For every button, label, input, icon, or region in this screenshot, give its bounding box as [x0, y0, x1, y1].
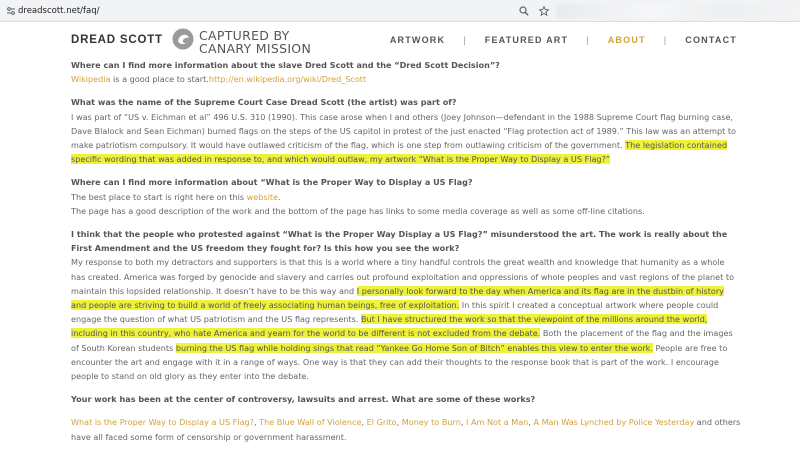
- site-header: [0, 22, 800, 60]
- answer-text: My response to both my detractors and supporters is that this is a world where a tiny handful controls the great wealth and knowledge that humanity as a whole has created. America was forged by genocide and slavery and carries out profound exploitation and oppressions of whole peoples and vast regions of the planet to maintain this lopsided relationship. It doesn’t have to be this way and: [71, 257, 735, 296]
- nav-separator: |: [663, 35, 668, 45]
- work-link[interactable]: I Am Not a Man: [465, 417, 529, 428]
- bookmark-star-icon[interactable]: [536, 3, 552, 19]
- answer-text: The best place to start is right here on this: [71, 191, 247, 202]
- answer-text: and others have all faced some form of censorship or government harassment.: [71, 417, 741, 442]
- work-link[interactable]: El Grito: [366, 417, 397, 428]
- nav-featured-art[interactable]: FEATURED ART: [484, 35, 569, 45]
- highlighted-text: I personally look forward to the day when America and its flag are in the dustbin of history and people are striving to build a world of freely associating human beings, free of exploitation.: [71, 285, 724, 311]
- faq-answer-5: [71, 415, 741, 443]
- nav-artwork[interactable]: ARTWORK: [389, 35, 446, 45]
- watermark-line2: CANARY MISSION: [199, 40, 312, 56]
- list-separator: ,: [528, 417, 534, 428]
- faq-answer-3-line2: The page has a good description of the work and the bottom of the page has links to some media coverage as well as some off-line citations.: [71, 205, 645, 216]
- work-link[interactable]: A Man Was Lynched by Police Yesterday: [533, 417, 695, 428]
- answer-text: .: [277, 191, 281, 202]
- faq-answer-2: [71, 110, 741, 167]
- faq-question-2: What was the name of the Supreme Court Case Dread Scott (the artist) was part of?: [71, 97, 457, 108]
- wikipedia-url-link[interactable]: http://en.wikipedia.org/wiki/Dred_Scott: [208, 74, 367, 85]
- answer-text: People are free to encounter the art and engage with it in a range of ways. One way is that they can add their thoughts to the response book that is part of the work. I encourage people to stand on old glory as they enter into the debate.: [71, 342, 728, 382]
- answer-text: is a good place to start.: [110, 74, 209, 85]
- work-link[interactable]: The Blue Wall of Violence: [259, 417, 362, 428]
- faq-answer-4: [71, 255, 741, 383]
- extensions-area: [556, 4, 796, 18]
- faq-question-3: Where can I find more information about “What is the Proper Way to Display a US Flag?: [71, 177, 473, 188]
- list-separator: ,: [253, 417, 260, 428]
- faq-question-5: Your work has been at the center of controversy, lawsuits and arrest. What are some of these works?: [71, 394, 536, 405]
- list-separator: ,: [396, 417, 402, 428]
- faq-question-4: I think that the people who protested against “What is the Proper Way Display a US Flag?” misunderstood the art. The work is really about the First Amendment and the US freedom they fought for? Is this how you see the work?: [71, 229, 728, 254]
- watermark-line1: CAPTURED BY: [199, 27, 290, 43]
- highlighted-text: But I have structured the work so that the viewpoint of the millions around the world, including in this country, who hate America and yearn for the world to be different is not excluded from the debate.: [71, 314, 708, 339]
- list-separator: ,: [460, 417, 466, 428]
- zoom-icon[interactable]: [516, 3, 532, 19]
- answer-text: In this spirit I created a conceptual artwork where people could engage the question of what US patriotism and the US flag represents.: [71, 300, 719, 325]
- highlighted-text: burning the US flag while holding sings that read “Yankee Go Home Son of Bitch” enables this view to enter the work.: [175, 342, 653, 353]
- nav-about[interactable]: ABOUT: [607, 35, 646, 45]
- url-text[interactable]: dreadscott.net/faq/: [18, 5, 100, 16]
- address-bar[interactable]: [4, 3, 99, 19]
- browser-toolbar: [0, 0, 800, 22]
- wikipedia-link[interactable]: Wikipedia: [71, 74, 111, 85]
- faq-answer-1: [71, 72, 741, 86]
- nav-separator: |: [586, 35, 590, 45]
- site-info-icon[interactable]: [4, 4, 18, 18]
- nav-contact[interactable]: CONTACT: [685, 35, 737, 45]
- canary-logo-icon: [172, 28, 194, 55]
- highlighted-text: The legislation contained specific wording that was added in response to, and which would outlaw, my artwork “What is the Proper Way to Display a US Flag?”: [71, 140, 728, 165]
- website-link[interactable]: website: [246, 191, 278, 202]
- faq-question-1: Where can I find more information about the slave Dred Scott and the “Dred Scott Decision”?: [71, 60, 500, 70]
- main-nav: [390, 35, 737, 45]
- watermark: [172, 28, 311, 55]
- work-link[interactable]: What is the Proper Way to Display a US Flag?: [71, 417, 254, 428]
- answer-text: Both the placement of the flag and the images of South Korean students: [71, 328, 733, 353]
- work-link[interactable]: Money to Burn: [401, 417, 461, 428]
- answer-text: I was part of “US v. Eichman et al” 496 U.S. 310 (1990). This case arose when I and others (Joey Johnson—defendant in the 1988 Supreme Court flag burning case, Dave Blalock and Sean Eichman) burned flags on the steps of the US capitol in protest of the just enacted “Flag protection act of 1989.” This law was an attempt to make patriotism compulsory. It would have outlawed criticism of the flag, which is one step from outlawing criticism of the government.: [71, 111, 736, 151]
- faq-answer-3: [71, 190, 741, 204]
- faq-content: [71, 58, 741, 444]
- nav-separator: |: [463, 35, 467, 45]
- site-logo[interactable]: DREAD SCOTT: [71, 34, 163, 46]
- list-separator: ,: [361, 417, 367, 428]
